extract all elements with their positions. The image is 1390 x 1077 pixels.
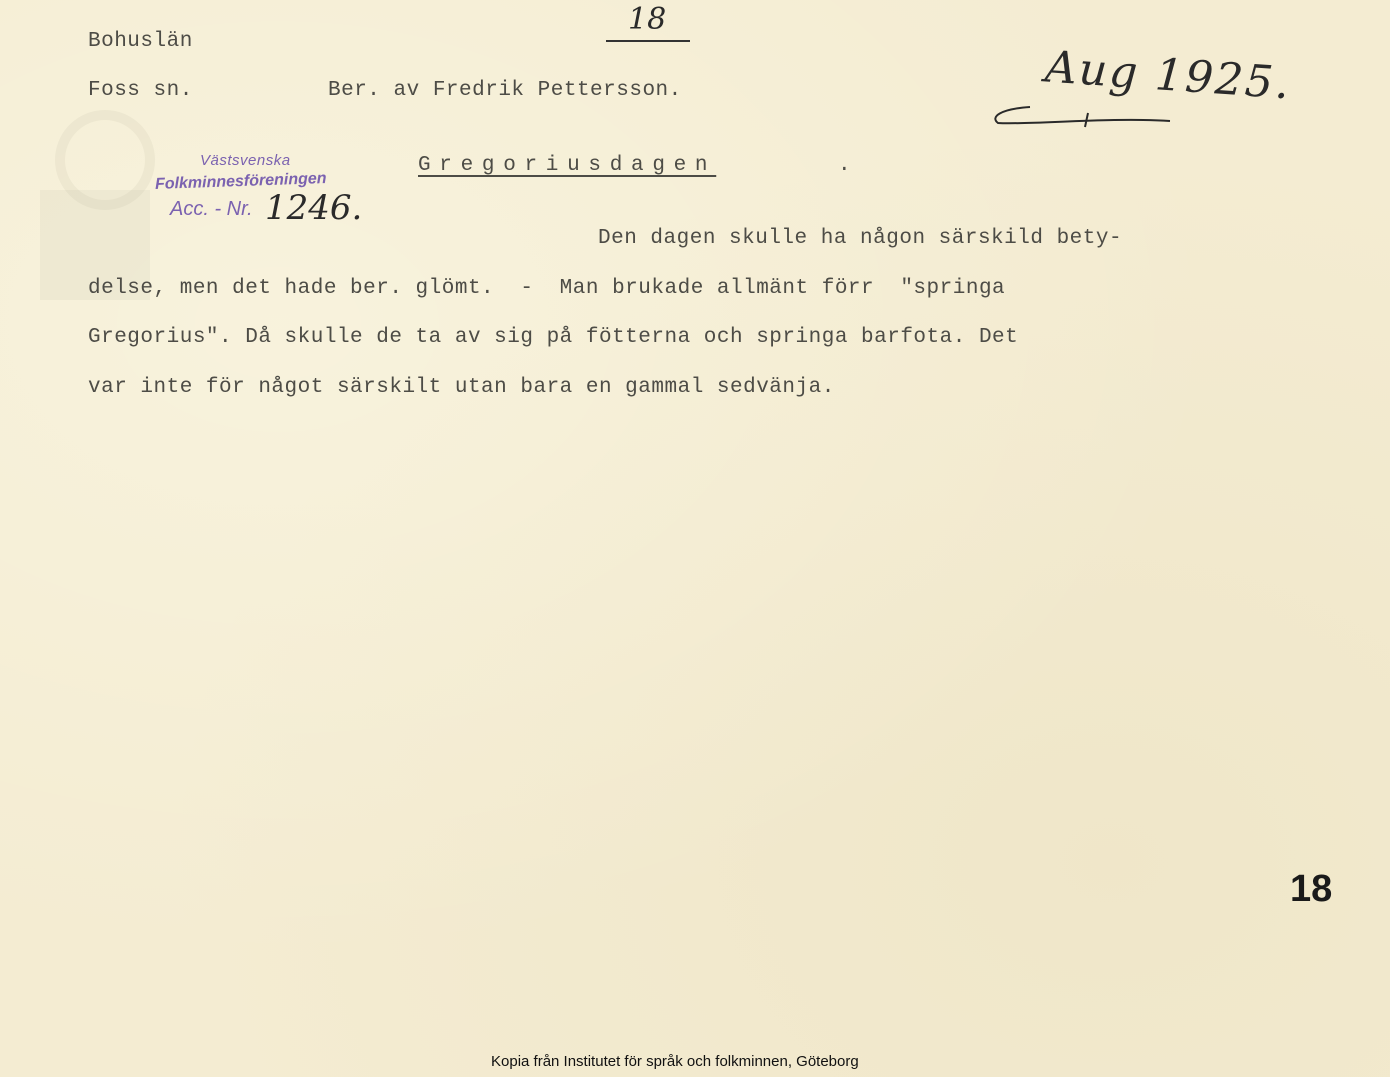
body-line-1: Den dagen skulle ha någon särskild bety- [598,227,1123,250]
date-flourish [990,95,1190,140]
body-line-2: delse, men det hade ber. glömt. - Man brukade allmänt förr "springa [88,277,1006,300]
body-line-4: var inte för något särskilt utan bara en gammal sedvänja. [88,376,835,399]
stamp-line-1: Västsvenska [200,152,291,169]
stamp-line-2: Folkminnesföreningen [154,170,327,193]
title-period: . [838,154,852,177]
region-label: Bohuslän [88,30,193,53]
page-number-underline [606,40,690,42]
page-number: 18 [1290,868,1333,910]
archive-footer: Kopia från Institutet för språk och folkminnen, Göteborg [491,1053,859,1070]
stamp-acc-number: 1246. [265,188,363,228]
body-line-3: Gregorius". Då skulle de ta av sig på fötterna och springa barfota. Det [88,326,1019,349]
parish-label: Foss sn. [88,79,193,102]
document-title: Gregoriusdagen [418,154,717,177]
handwritten-page-number: 18 [628,2,667,37]
stamp-acc-label: Acc. - Nr. [170,198,253,220]
handwritten-date: Aug 1925. [1043,41,1293,110]
reporter-label: Ber. av Fredrik Pettersson. [328,79,682,102]
